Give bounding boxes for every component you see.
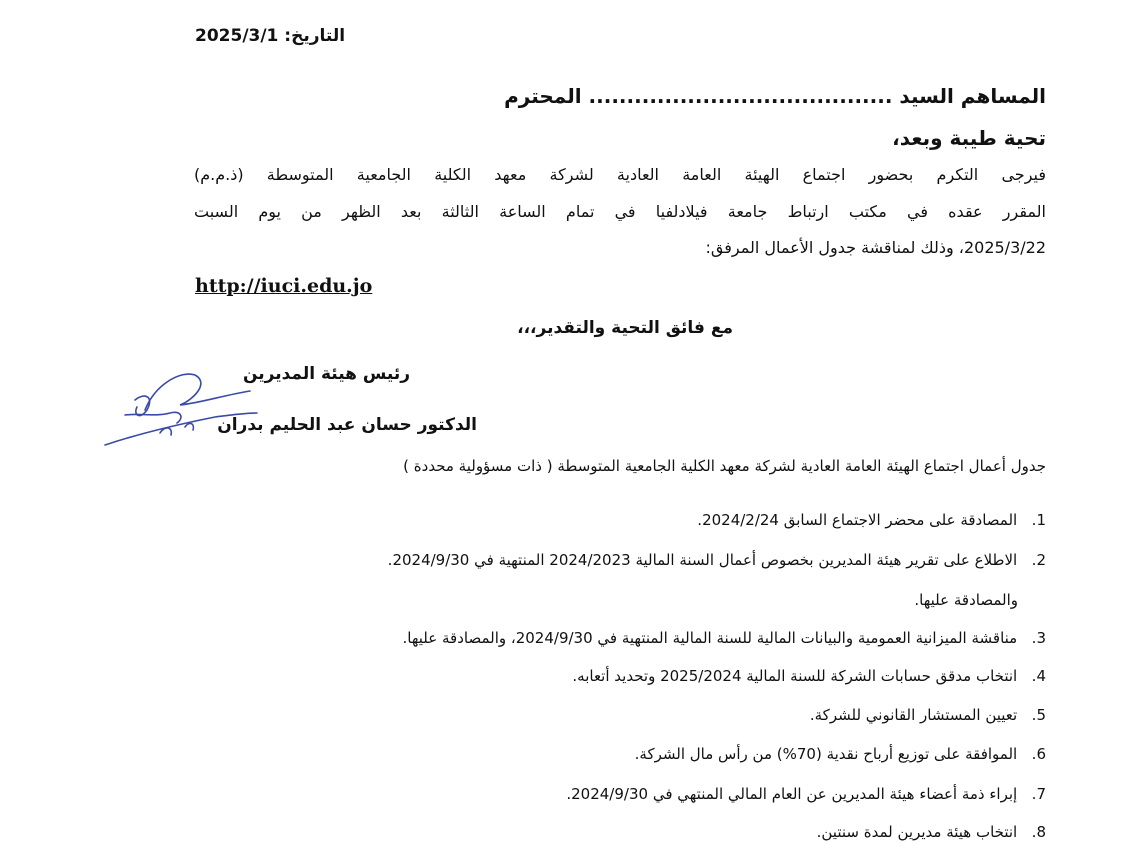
agenda-item-number: 7.: [1031, 785, 1046, 803]
agenda-item-continuation: [914, 591, 1018, 609]
agenda-item: [817, 823, 1046, 841]
body-line-3: 2025/3/22، وذلك لمناقشة جدول الأعمال المرفق:: [705, 238, 1046, 257]
website-link[interactable]: http://iuci.edu.jo: [195, 275, 373, 297]
agenda-item: [697, 511, 1046, 529]
agenda-item-text: تعيين المستشار القانوني للشركة.: [809, 706, 1018, 724]
agenda-item-number: 3.: [1031, 629, 1046, 647]
chair-title: رئيس هيئة المديرين: [242, 364, 410, 384]
agenda-item: [572, 667, 1046, 685]
agenda-item-text: الاطلاع على تقرير هيئة المديرين بخصوص أعمال السنة المالية 2024/2023 المنتهية في 2024/9/30.: [387, 551, 1018, 569]
agenda-item-number: 2.: [1031, 551, 1046, 569]
body-line-1: فيرجى التكرم بحضور اجتماع الهيئة العامة العادية لشركة معهد الكلية الجامعية المتوسطة (ذ.م.م): [194, 165, 1046, 184]
agenda-item-number: 1.: [1031, 511, 1046, 529]
agenda-item-number: 4.: [1031, 667, 1046, 685]
greeting: تحية طيبة وبعد،: [892, 126, 1046, 150]
agenda-item-number: 6.: [1031, 745, 1046, 763]
agenda-item-text: والمصادقة عليها.: [914, 591, 1018, 609]
agenda-item-text: مناقشة الميزانية العمومية والبيانات المالية للسنة المالية المنتهية في 2024/9/30، والمصادقة عليها.: [402, 629, 1018, 647]
handwritten-signature: [85, 355, 260, 455]
agenda-item: [635, 745, 1046, 763]
agenda-item-text: انتخاب مدقق حسابات الشركة للسنة المالية 2025/2024 وتحديد أتعابه.: [572, 667, 1018, 685]
agenda-item: [403, 629, 1046, 647]
agenda-item-text: المصادقة على محضر الاجتماع السابق 2024/2/24.: [697, 511, 1018, 529]
agenda-item-text: إبراء ذمة أعضاء هيئة المديرين عن العام المالي المنتهي في 2024/9/30.: [566, 785, 1018, 803]
closing-regards: مع فائق التحية والتقدير،،،: [517, 318, 733, 338]
agenda-item-text: انتخاب هيئة مديرين لمدة سنتين.: [816, 823, 1018, 841]
letter-date: التاريخ: 2025/3/1: [195, 26, 346, 46]
agenda-item: [388, 551, 1046, 569]
body-line-2: المقرر عقده في مكتب ارتباط جامعة فيلادلفيا في تمام الساعة الثالثة بعد الظهر من يوم السبت: [194, 202, 1046, 221]
agenda-item: [810, 706, 1046, 724]
chair-name: الدكتور حسان عبد الحليم بدران: [217, 415, 477, 435]
agenda-title: جدول أعمال اجتماع الهيئة العامة العادية لشركة معهد الكلية الجامعية المتوسطة ( ذات مسؤولية محددة ): [403, 457, 1046, 475]
agenda-item-text: الموافقة على توزيع أرباح نقدية (70%) من رأس مال الشركة.: [634, 745, 1018, 763]
agenda-item: [566, 785, 1046, 803]
salutation-line: المساهم السيد ........................................ المحترم: [504, 84, 1046, 108]
agenda-item-number: 5.: [1031, 706, 1046, 724]
agenda-item-number: 8.: [1031, 823, 1046, 841]
